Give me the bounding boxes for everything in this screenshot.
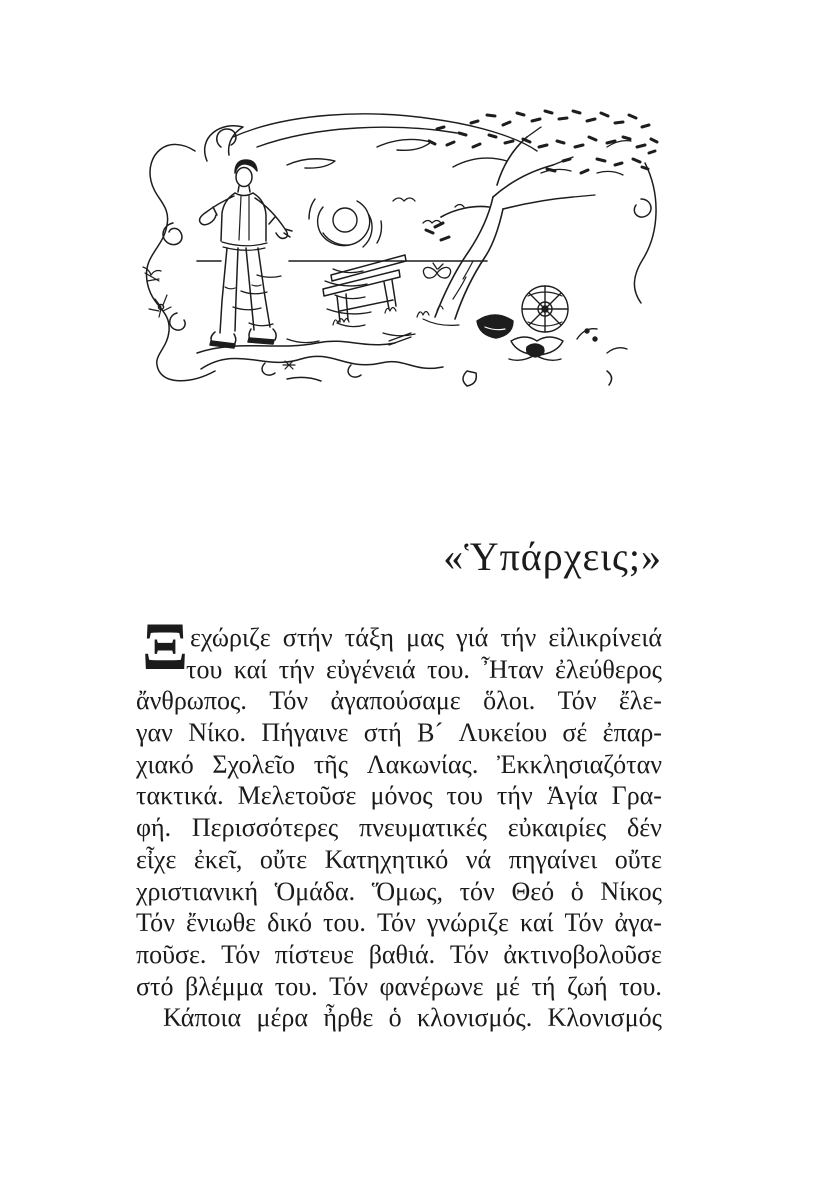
text-line: στό βλέμμα του. Τόν φανέρωνε μέ τή ζωή του. — [136, 971, 662, 1001]
text-line: τακτικά. Μελετοῦσε μόνος του τήν Ἁγία Γρα- — [136, 781, 662, 811]
text-line: φή. Περισσότερες πνευματικές εὐκαιρίες δέν — [136, 813, 662, 843]
chapter-title: «Ὑπάρχεις;» — [443, 534, 662, 579]
sea-horizon — [197, 261, 487, 345]
text-line: εἶχε ἐκεῖ, οὔτε Κατηχητικό νά πηγαίνει οὔτε — [136, 844, 662, 874]
text-line: Κάποια μέρα ἦρθε ὁ κλονισμός. Κλονισμός — [163, 1003, 662, 1033]
spiky-flower — [149, 295, 171, 317]
bench — [323, 255, 443, 325]
dragonfly — [143, 267, 161, 281]
text-line: εχώριζε στήν τάξη μας γιά τήν εἰλικρίνειά — [190, 623, 662, 652]
boy-figure — [200, 160, 292, 348]
drop-cap: Ξ — [142, 608, 189, 684]
flowers — [477, 286, 627, 360]
text-line: χριστιανική Ὁμάδα. Ὅμως, τόν Θεό ὁ Νίκος — [136, 876, 662, 906]
chapter-illustration — [137, 103, 665, 399]
text-line: ἄνθρωπος. Τόν ἀγαπούσαμε ὅλοι. Τόν ἔλε- — [136, 686, 662, 716]
cloud-lines — [233, 114, 537, 168]
text-line: ποῦσε. Τόν πίστευε βαθιά. Τόν ἀκτινοβολοῦσε — [136, 939, 662, 969]
tree — [423, 111, 657, 325]
leaves — [426, 111, 657, 240]
text-line: χιακό Σχολεῖο τῆς Λακωνίας. Ἐκκλησιαζόταν — [136, 749, 662, 779]
body-paragraph — [136, 608, 662, 1034]
text-line: του καί τήν εὐγένειά του. Ἦταν ἐλεύθερος — [186, 654, 662, 684]
text-line: Τόν ἔνιωθε δικό του. Τόν γνώριζε καί Τόν ἀγα- — [136, 908, 662, 938]
sun-icon — [309, 199, 382, 247]
body-lines — [136, 622, 662, 1034]
butterfly-icon — [423, 263, 450, 278]
text-line: γαν Νίκο. Πήγαινε στή Β´ Λυκείου σέ ἐπαρ- — [136, 718, 662, 748]
